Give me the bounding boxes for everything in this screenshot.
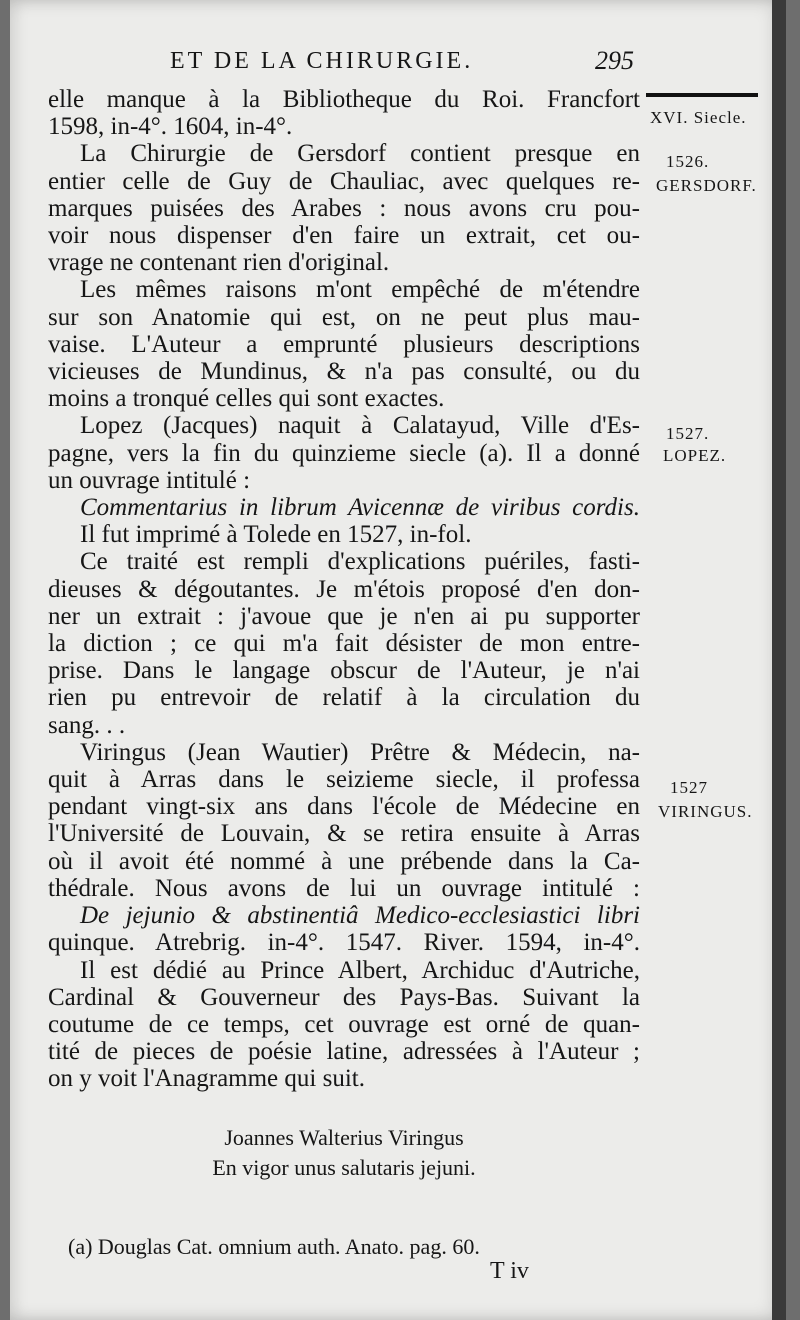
text-line: prise. Dans le langage obscur de l'Auteur, je n'ai: [48, 657, 640, 685]
text-line: un ouvrage intitulé :: [48, 466, 251, 494]
text-line: Ce traité est rempli d'explications puériles, fasti-: [80, 548, 640, 576]
text-line: pagne, vers la fin du quinzieme siecle (a). Il a donné: [48, 439, 640, 467]
text-line: quinque. Atrebrig. in-4°. 1547. River. 1594, in-4°.: [48, 929, 640, 957]
margin-century: XVI. Siecle.: [650, 108, 747, 127]
text-line: entier celle de Guy de Chauliac, avec quelques re-: [48, 167, 640, 195]
text-line: coutume de ce temps, cet ouvrage est orné de quan-: [48, 1010, 640, 1038]
signature-mark: T iv: [490, 1258, 529, 1284]
text-line: Cardinal & Gouverneur des Pays-Bas. Suivant la: [48, 983, 640, 1011]
margin-year: 1527.: [666, 424, 710, 443]
text-line: Viringus (Jean Wautier) Prêtre & Médecin, na-: [80, 738, 640, 766]
body-text: [48, 86, 640, 1183]
text-line: sur son Anatomie qui est, on ne peut plus mau-: [48, 303, 640, 331]
text-line: vicieuses de Mundinus, & n'a pas consulté, ou du: [48, 358, 640, 386]
footnote: (a) Douglas Cat. omnium auth. Anato. pag. 60.: [68, 1234, 480, 1259]
text-line: ner un extrait : j'avoue que je n'en ai pu supporter: [48, 602, 640, 630]
text-line: Il est dédié au Prince Albert, Archiduc d'Autriche,: [80, 956, 640, 984]
page-number: 295: [595, 46, 634, 75]
text-line: pendant vingt-six ans dans l'école de Médecine en: [48, 793, 640, 821]
text-line: Lopez (Jacques) naquit à Calatayud, Ville d'Es-: [80, 412, 640, 440]
running-title: ET DE LA CHIRURGIE.: [170, 48, 474, 74]
margin-name: LOPEZ.: [663, 446, 727, 465]
text-line: l'Université de Louvain, & se retira ensuite à Arras: [48, 820, 640, 848]
text-line: marques puisées des Arabes : nous avons cru pou-: [48, 194, 640, 222]
text-line: sang. . .: [48, 711, 126, 739]
anagram-line: En vigor unus salutaris jejuni.: [212, 1154, 476, 1180]
text-line: on y voit l'Anagramme qui suit.: [48, 1065, 365, 1093]
margin-year: 1527: [670, 778, 708, 797]
margin-rule: [646, 93, 758, 97]
text-line: la diction ; ce qui m'a fait désister de mon entre-: [48, 630, 640, 658]
text-line: où il avoit été nommé à une prébende dans la Ca-: [48, 847, 640, 875]
text-line: rien pu entrevoir de relatif à la circulation du: [48, 684, 640, 712]
text-line: moins a tronqué celles qui sont exactes.: [48, 385, 445, 413]
anagram-line: Joannes Walterius Viringus: [224, 1124, 464, 1150]
book-title-line: De jejunio & abstinentiâ Medico-ecclesiastici libri: [80, 902, 640, 930]
text-line: tité de pieces de poésie latine, adressées à l'Auteur ;: [48, 1038, 640, 1066]
margin-year: 1526.: [666, 152, 710, 171]
book-page: [10, 0, 786, 1320]
text-line: Il fut imprimé à Tolede en 1527, in-fol.: [80, 521, 472, 549]
book-title-line: Commentarius in librum Avicennæ de viribus cordis.: [80, 494, 640, 522]
page-edge: [772, 0, 786, 1320]
text-line: vaise. L'Auteur a emprunté plusieurs descriptions: [48, 330, 640, 358]
text-line: quit à Arras dans le seizieme siecle, il professa: [48, 766, 640, 794]
margin-name: VIRINGUS.: [658, 802, 753, 821]
text-line: thédrale. Nous avons de lui un ouvrage intitulé :: [48, 874, 640, 902]
text-line: dieuses & dégoutantes. Je m'étois proposé d'en don-: [48, 575, 640, 603]
margin-name: GERSDORF.: [656, 176, 757, 195]
text-line: Les mêmes raisons m'ont empêché de m'étendre: [80, 276, 640, 304]
text-line: vrage ne contenant rien d'original.: [48, 249, 390, 277]
text-line: 1598, in-4°. 1604, in-4°.: [48, 113, 293, 141]
text-line: voir nous dispenser d'en faire un extrait, cet ou-: [48, 222, 640, 250]
text-line: La Chirurgie de Gersdorf contient presque en: [80, 140, 640, 168]
text-line: elle manque à la Bibliotheque du Roi. Francfort: [48, 86, 640, 113]
